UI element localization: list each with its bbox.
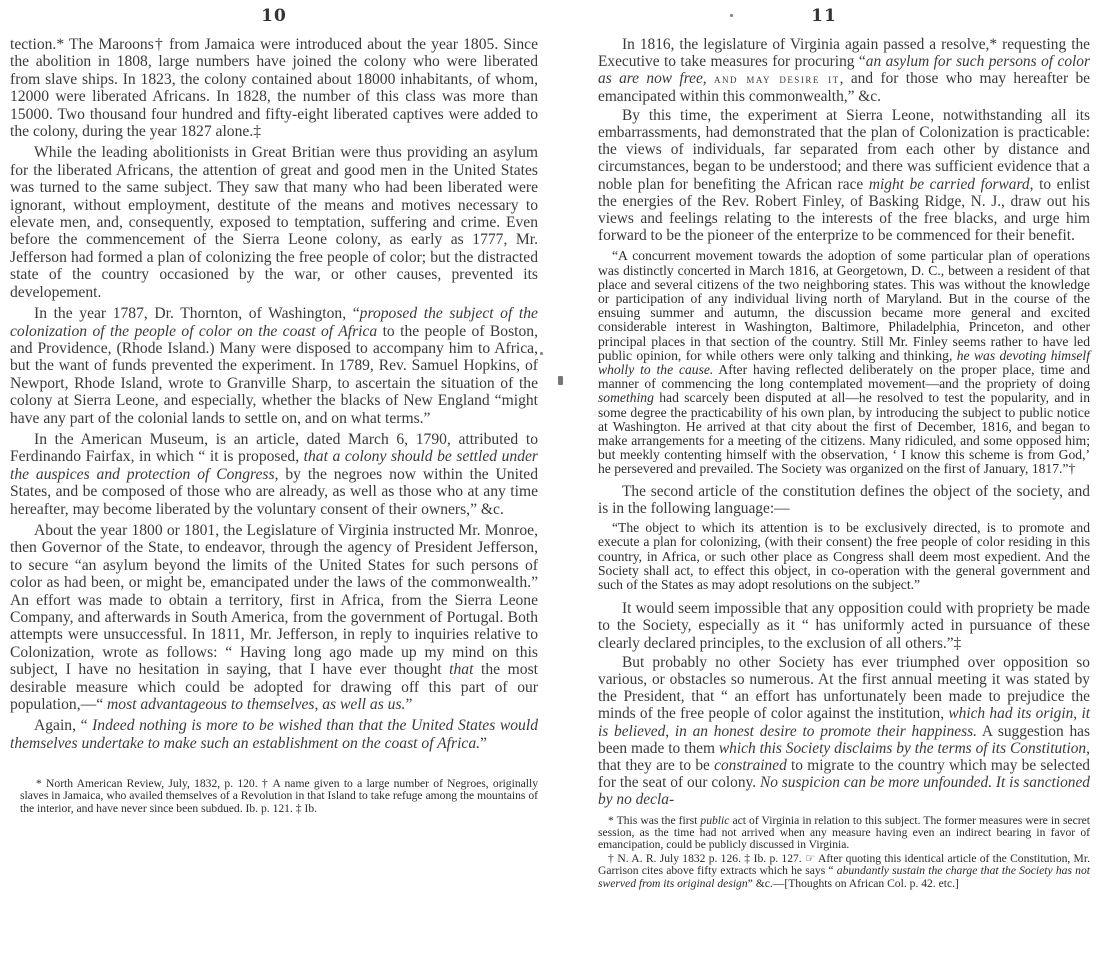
body-text: [598, 483, 1090, 517]
text-run: to migrate to the country which may be selected for the seat of our colony.: [598, 756, 1090, 792]
italic-run: that: [449, 661, 474, 679]
text-run: “The object to which its attention is to be exclusively directed, is to promote and execute a plan for colonizing, (with their consent) the free people of color residing in this country, in Africa, or such other place as Congress shall deem most expedient. And the Society shall act, to effect this object, in co-operation with the general government and such of the States as may adopt resolutions on the subject.”: [598, 520, 1090, 592]
italic-run: that a colony should be settled under the auspices and protection of Congress: [10, 448, 538, 483]
paragraph: [598, 600, 1090, 652]
text-run: About the year 1800 or 1801, the Legislature of Virginia instructed Mr. Monroe, then Governor of the State, to endeavor, through the agency of President Jefferson, to secure “an asylum beyond the limits of the United States for such persons of color as had been, or might be, emancipated under the laws of the commonwealth.” An effort was made to obtain a territory, first in Africa, from the Sierra Leone Company, and afterwards in South America, from the government of Portugal. Both attempts were unsuccessful. In 1811, Mr. Jefferson, in reply to inquiries relative to Colonization, wrote as follows: “ Having long ago made up my mind on this subject, I have no hesitation in saying, that I have ever thought: [10, 521, 538, 679]
paragraph: [10, 144, 538, 301]
scan-speck: [730, 14, 733, 17]
paragraph: [10, 431, 538, 518]
text-run: “A concurrent movement towards the adoption of some particular plan of operations was distinctly concerted in March 1816, at Georgetown, D. C., between a resident of that place and several citizens of the two neighboring states. This was without the knowledge or participation of any individual living north of Maryland. But in the course of the ensuing summer and autumn, the discussion became more general and excited considerable interest in Washington, Baltimore, Philadelphia, Princeton, and other principal places in that section of the country. Still Mr. Finley seems rather to have led public opinion, for while others were only talking and thinking,: [598, 248, 1090, 363]
text-run: In the year 1787, Dr. Thornton, of Washington, “: [34, 305, 360, 323]
text-run: The second article of the constitution defines the object of the society, and is in the following language:—: [598, 482, 1090, 517]
paragraph: [598, 654, 1090, 809]
text-run: In 1816, the legislature of Virginia again passed a resolve,* requesting the Executive to take measures for procuring “: [598, 36, 1090, 71]
text-run: But probably no other Society has ever triumphed over opposition so various, or obstacles so numerous. At the first annual meeting it was stated by the President, that “ an effort has unfortunately been made to prejudice the minds of the free people of color against the institution,: [598, 653, 1090, 723]
italic-run: which this Society disclaims by the terms of its Constitution: [718, 739, 1087, 757]
text-run: While the leading abolitionists in Great Britian were thus providing an asylum for the liberated Africans, the attention of great and good men in the United States was turned to the same subject. They saw that many who had been liberated were ignorant, without employment, destitute of the means and motives necessary to elevate men, and, consequently, exposed to temptation, suffering and crime. Even before the commencement of the Sierra Leone colony, as early as 1777, Mr. Jefferson had formed a plan of colonizing the free people of color; but the distracted state of the country occasioned by the war, or other causes, prevented its developement.: [10, 144, 538, 301]
text-run: Again, “: [34, 717, 93, 735]
paragraph: [10, 36, 538, 140]
body-text: [598, 36, 1090, 244]
italic-run: something: [598, 390, 654, 406]
block-quote: [598, 249, 1090, 476]
footnote: * North American Review, July, 1832, p. 120. † A name given to a large number of Negroes, originally slaves in Jamaica, who availed themselves of a Revolution in that Island to take refuge among the mountains of the interior, and have never since been subdued. Ib. p. 121. ‡ Ib.: [20, 777, 538, 815]
scan-speck: [558, 376, 563, 385]
footnote: [598, 815, 1090, 852]
italic-run: abundantly sustain the charge that the Society has not swerved from its original design: [598, 864, 1090, 890]
paragraph: [598, 107, 1090, 245]
text-run: tection.* The Maroons† from Jamaica were introduced about the year 1805. Since the abolition in 1808, large numbers have joined the colony who were liberated from slave ships. In 1823, the colony contained about 18000 inhabitants, of whom, 12000 were liberated Africans. In 1828, the number of this class was more than 15000. Two thousand four hundred and fifty-eight liberated captives were added to the colony, during the year 1827 alone.‡: [10, 36, 538, 141]
small-caps-run: and may desire it: [714, 71, 840, 87]
italic-run: public: [700, 813, 730, 827]
text-run: ” &c.—[Thoughts on African Col. p. 42. etc.]: [747, 876, 959, 890]
italic-run: an asylum for such persons of color as are now free: [598, 53, 1090, 88]
text-run: , by the negroes now within the United States, and be composed of those who are already, as well as those who at any time hereafter, may become liberated by the voluntary consent of their owners,” &c.: [10, 465, 538, 518]
text-run: ”: [405, 696, 413, 714]
body-text: [598, 600, 1090, 808]
page-number: 11: [811, 6, 837, 26]
scan-speck: [540, 352, 543, 355]
text-run: , and for those who may hereafter be emancipated within this commonwealth,” &c.: [598, 70, 1091, 105]
text-run: After having reflected deliberately on the proper place, time and manner of commencing the long contemplated movement—and the propriety of doing: [598, 362, 1090, 392]
italic-run: No suspicion can be more unfounded. It is sanctioned by no decla-: [598, 774, 1090, 809]
right-page: [550, 0, 1100, 962]
paragraph: [598, 36, 1090, 105]
text-run: , that they are to be: [598, 739, 1090, 774]
italic-run: he was devoting himself wholly to the cause.: [598, 347, 1090, 378]
text-run: , to enlist the energies of the Rev. Robert Finley, of Basking Ridge, N. J., draw out his views and feelings relating to the interests of the free blacks, and urge him forward to be the pioneer of the enterprize to be commenced for their benefit.: [598, 175, 1090, 245]
text-run: By this time, the experiment at Sierra Leone, notwithstanding all its embarrassments, had demonstrated that the plan of Colonization is practicable: the views of individuals, far separated from each other by distance and circumstances, began to be understood; and there was sufficient evidence that a noble plan for benefiting the African race: [598, 106, 1090, 193]
block-quote: [598, 521, 1090, 592]
italic-run: proposed the subject of the colonization of the people of color on the coast of Africa: [10, 305, 538, 340]
italic-run: constrained: [714, 756, 787, 774]
text-run: * This was the first: [608, 813, 701, 827]
text-run: It would seem impossible that any opposition could with propriety be made to the Society, especially as it “ has uniformly acted in pursuance of these clearly declared principles, to the exclusion of all others.”‡: [598, 600, 1090, 652]
text-run: act of Virginia in relation to this subject. The former measures were in secret session, as the time had not arrived when any measure having even an indirect bearing in favor of emancipation, could be publicly discussed in Virginia.: [598, 813, 1091, 851]
text-run: ”: [480, 734, 487, 752]
body-text: [10, 36, 538, 752]
text-run: to the people of Boston, and Providence, (Rhode Island.) Many were disposed to accompany him to Africa, but the want of funds prevented the experiment. In 1789, Rev. Samuel Hopkins, of Newport, Rhode Island, wrote to Granville Sharp, to ascertain the situation of the colony at Sierra Leone, and especially, whether the blacks of New England “might have any part of the colonial lands to settle on, and on what terms.”: [10, 322, 538, 427]
text-run: the most desirable measure which could be adopted for drawing off this part of our population,—“: [10, 661, 538, 714]
quote-paragraph: [598, 249, 1090, 476]
footnotes: [598, 815, 1090, 890]
text-run: A suggestion has been made to them: [598, 722, 1090, 757]
paragraph: [10, 717, 538, 752]
paragraph: [10, 522, 538, 713]
text-run: ,: [702, 70, 715, 88]
quote-paragraph: [598, 521, 1090, 592]
page-number: 10: [261, 6, 287, 26]
italic-run: Indeed nothing is more to be wished than that the United States would themselves undertake to make such an establishment on the coast of Africa.: [10, 717, 538, 752]
text-run: had scarcely been disputed at all—he resolved to test the popularity, and in some degree the practicability of his own plan, by introducing the subject to public notice at Washington. He arrived at that city about the first of December, 1816, and began to make arrangements for a meeting of the citizens. Many ridiculed, and some opposed him; but meekly contenting himself with the observation, ‘ I know this scheme is from God,’ he persevered and prevailed. The Society was organized on the first of January, 1817.”†: [598, 390, 1090, 477]
italic-run: most advantageous to themselves, as well as us.: [107, 696, 406, 714]
text-run: In the American Museum, is an article, dated March 6, 1790, attributed to Ferdinando Fairfax, in which “ it is proposed,: [10, 430, 538, 466]
footnote: [598, 853, 1090, 890]
paragraph: [10, 305, 538, 427]
italic-run: which had its origin, it is believed, in an honest desire to promote their happiness.: [598, 705, 1090, 740]
paragraph: [598, 483, 1090, 517]
text-run: † N. A. R. July 1832 p. 126. ‡ Ib. p. 127. ☞ After quoting this identical article of the Constitution, Mr. Garrison cites above fifty extracts which he says “: [598, 852, 1090, 878]
footnotes: [10, 778, 538, 815]
italic-run: might be carried forward: [868, 175, 1030, 193]
